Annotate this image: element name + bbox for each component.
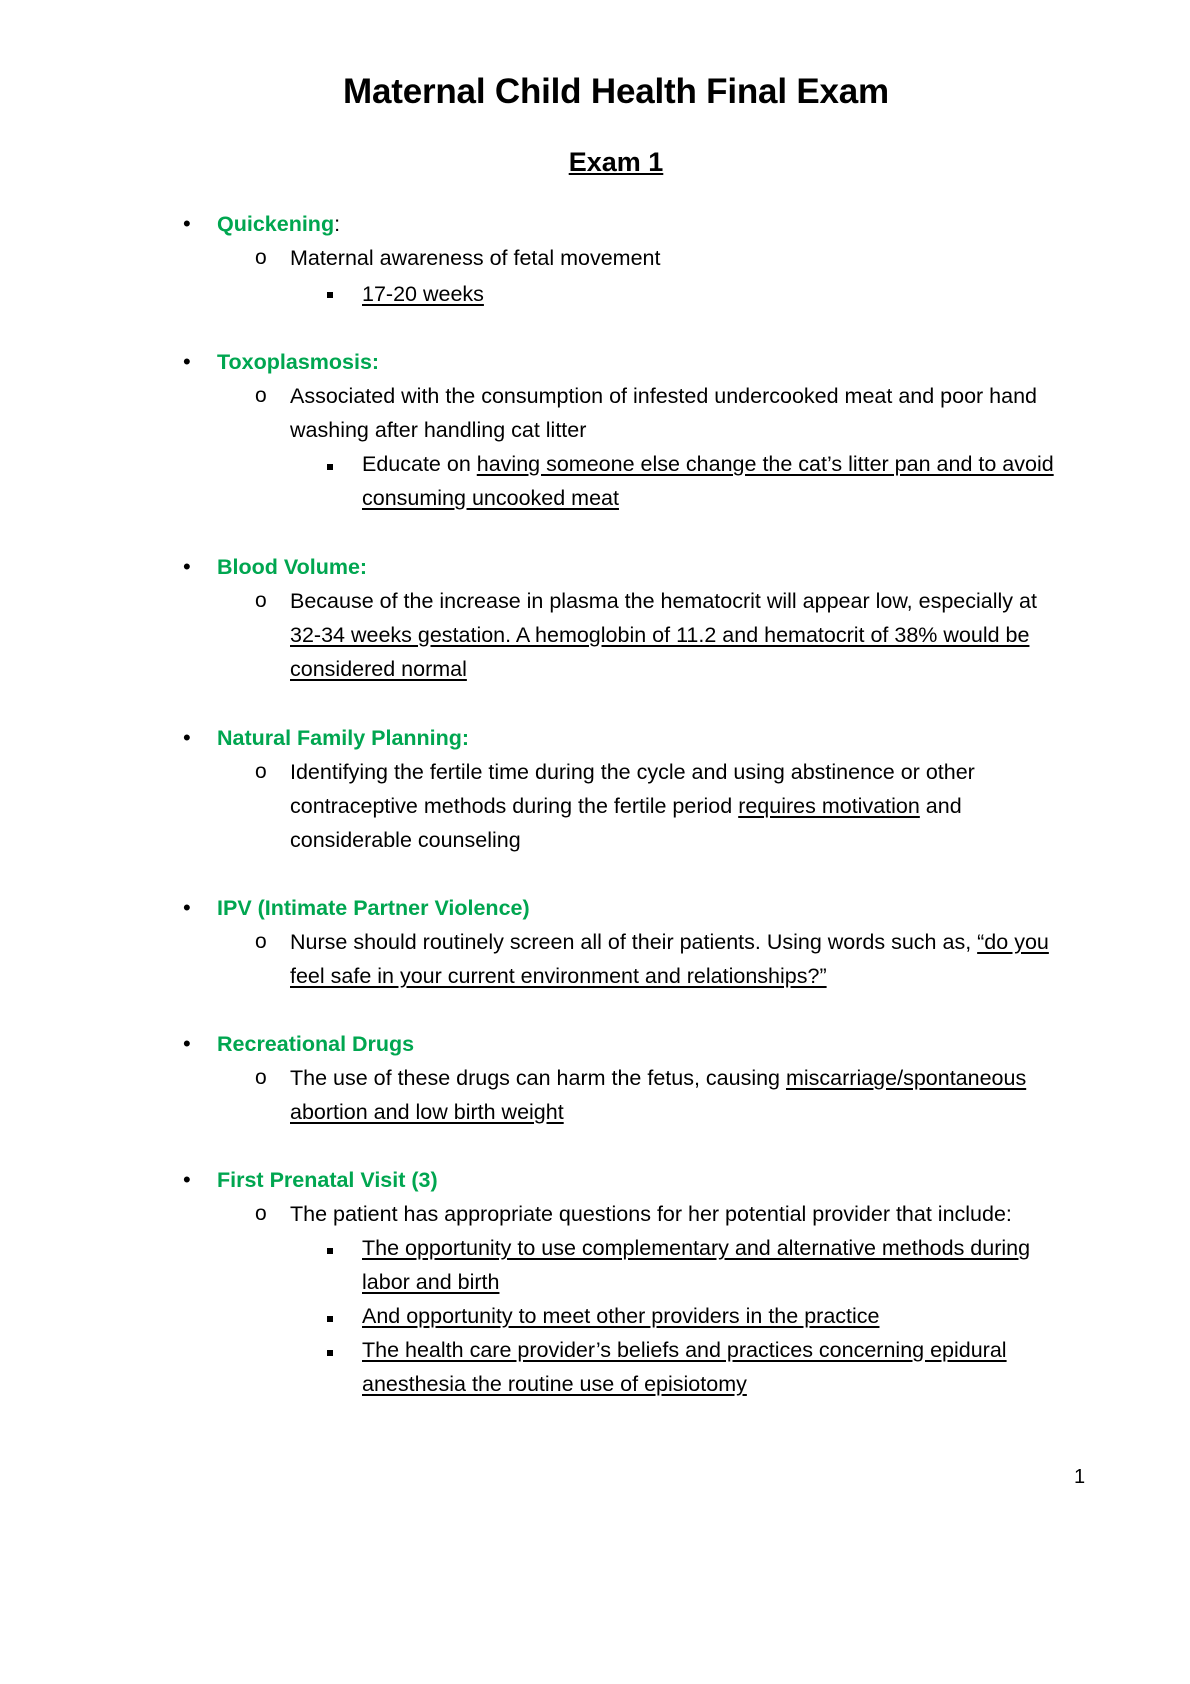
text-run: and bbox=[919, 794, 962, 818]
text-run: The use of these drugs can harm the fetus, causing bbox=[290, 1066, 786, 1090]
text-run: Nurse should routinely screen all of their patients. Using words such as, bbox=[290, 930, 978, 954]
document-title: Maternal Child Health Final Exam bbox=[343, 72, 889, 111]
bullet-dot: • bbox=[183, 895, 191, 920]
section-heading-first-prenatal-visit: First Prenatal Visit (3) bbox=[217, 1168, 438, 1192]
section-heading-recreational-drugs: Recreational Drugs bbox=[217, 1032, 415, 1056]
heading-text: Quickening bbox=[217, 212, 335, 236]
sub-point: Maternal awareness of fetal movement bbox=[290, 246, 661, 270]
bullet-dot: • bbox=[183, 211, 191, 236]
detail-point-line: The opportunity to use complementary and alternative methods during bbox=[362, 1236, 1031, 1260]
exam-subtitle: Exam 1 bbox=[568, 147, 664, 177]
section-heading-blood-volume: Blood Volume: bbox=[217, 555, 368, 579]
detail-point-line bbox=[362, 447, 1054, 481]
bullet-square bbox=[327, 1350, 333, 1356]
bullet-dot: • bbox=[183, 554, 191, 579]
sub-point-line: considerable counseling bbox=[290, 828, 521, 852]
sub-point-line: abortion and low birth weight bbox=[290, 1100, 564, 1124]
sub-point-line: Because of the increase in plasma the hematocrit will appear low, especially at bbox=[290, 589, 1037, 613]
bullet-dot: • bbox=[183, 349, 191, 374]
bullet-square bbox=[327, 1316, 333, 1322]
detail-point: 17-20 weeks bbox=[362, 282, 484, 306]
sub-point-line: 32-34 weeks gestation. A hemoglobin of 11.2 and hematocrit of 38% would be bbox=[290, 623, 1030, 647]
sub-point-line: Identifying the fertile time during the cycle and using abstinence or other bbox=[290, 760, 975, 784]
bullet-o: o bbox=[255, 384, 267, 407]
detail-point-line: consuming uncooked meat bbox=[362, 486, 619, 510]
bullet-square bbox=[327, 464, 333, 470]
sub-point: The patient has appropriate questions for her potential provider that include: bbox=[290, 1202, 1012, 1226]
detail-point-line: The health care provider’s beliefs and practices concerning epidural bbox=[362, 1338, 1007, 1362]
sub-point-line bbox=[290, 925, 1049, 959]
bullet-o: o bbox=[255, 760, 267, 783]
text-run-underlined: “do you bbox=[977, 930, 1049, 954]
text-run-underlined: miscarriage/spontaneous bbox=[785, 1066, 1027, 1090]
sub-point-line bbox=[290, 789, 962, 823]
bullet-square bbox=[327, 1248, 333, 1254]
detail-underlined: having someone else change the cat’s litter pan and to avoid bbox=[476, 452, 1054, 476]
section-heading-ipv: IPV (Intimate Partner Violence) bbox=[217, 896, 530, 920]
detail-point-line: anesthesia the routine use of episiotomy bbox=[362, 1372, 747, 1396]
detail-point-line: labor and birth bbox=[362, 1270, 500, 1294]
section-heading-toxoplasmosis: Toxoplasmosis: bbox=[217, 350, 380, 374]
bullet-o: o bbox=[255, 246, 267, 269]
bullet-dot: • bbox=[183, 1031, 191, 1056]
sub-point-line bbox=[290, 1061, 1026, 1095]
heading-colon: : bbox=[334, 212, 341, 236]
bullet-o: o bbox=[255, 1066, 267, 1089]
detail-point-line: And opportunity to meet other providers in the practice bbox=[362, 1304, 880, 1328]
detail-prefix: Educate on bbox=[362, 452, 477, 476]
bullet-dot: • bbox=[183, 1167, 191, 1192]
sub-point-line: considered normal bbox=[290, 657, 467, 681]
section-heading-natural-family-planning: Natural Family Planning: bbox=[217, 726, 470, 750]
section-heading-quickening bbox=[217, 207, 340, 241]
text-run: contraceptive methods during the fertile period bbox=[290, 794, 739, 818]
bullet-dot: • bbox=[183, 725, 191, 750]
sub-point-line: Associated with the consumption of infested undercooked meat and poor hand bbox=[290, 384, 1038, 408]
sub-point-line: washing after handling cat litter bbox=[290, 418, 587, 442]
bullet-square bbox=[327, 292, 333, 298]
bullet-o: o bbox=[255, 589, 267, 612]
bullet-o: o bbox=[255, 930, 267, 953]
text-run-underlined: requires motivation bbox=[738, 794, 920, 818]
page-number: 1 bbox=[1074, 1466, 1086, 1488]
sub-point-line: feel safe in your current environment and relationships?” bbox=[290, 964, 827, 988]
bullet-o: o bbox=[255, 1202, 267, 1225]
